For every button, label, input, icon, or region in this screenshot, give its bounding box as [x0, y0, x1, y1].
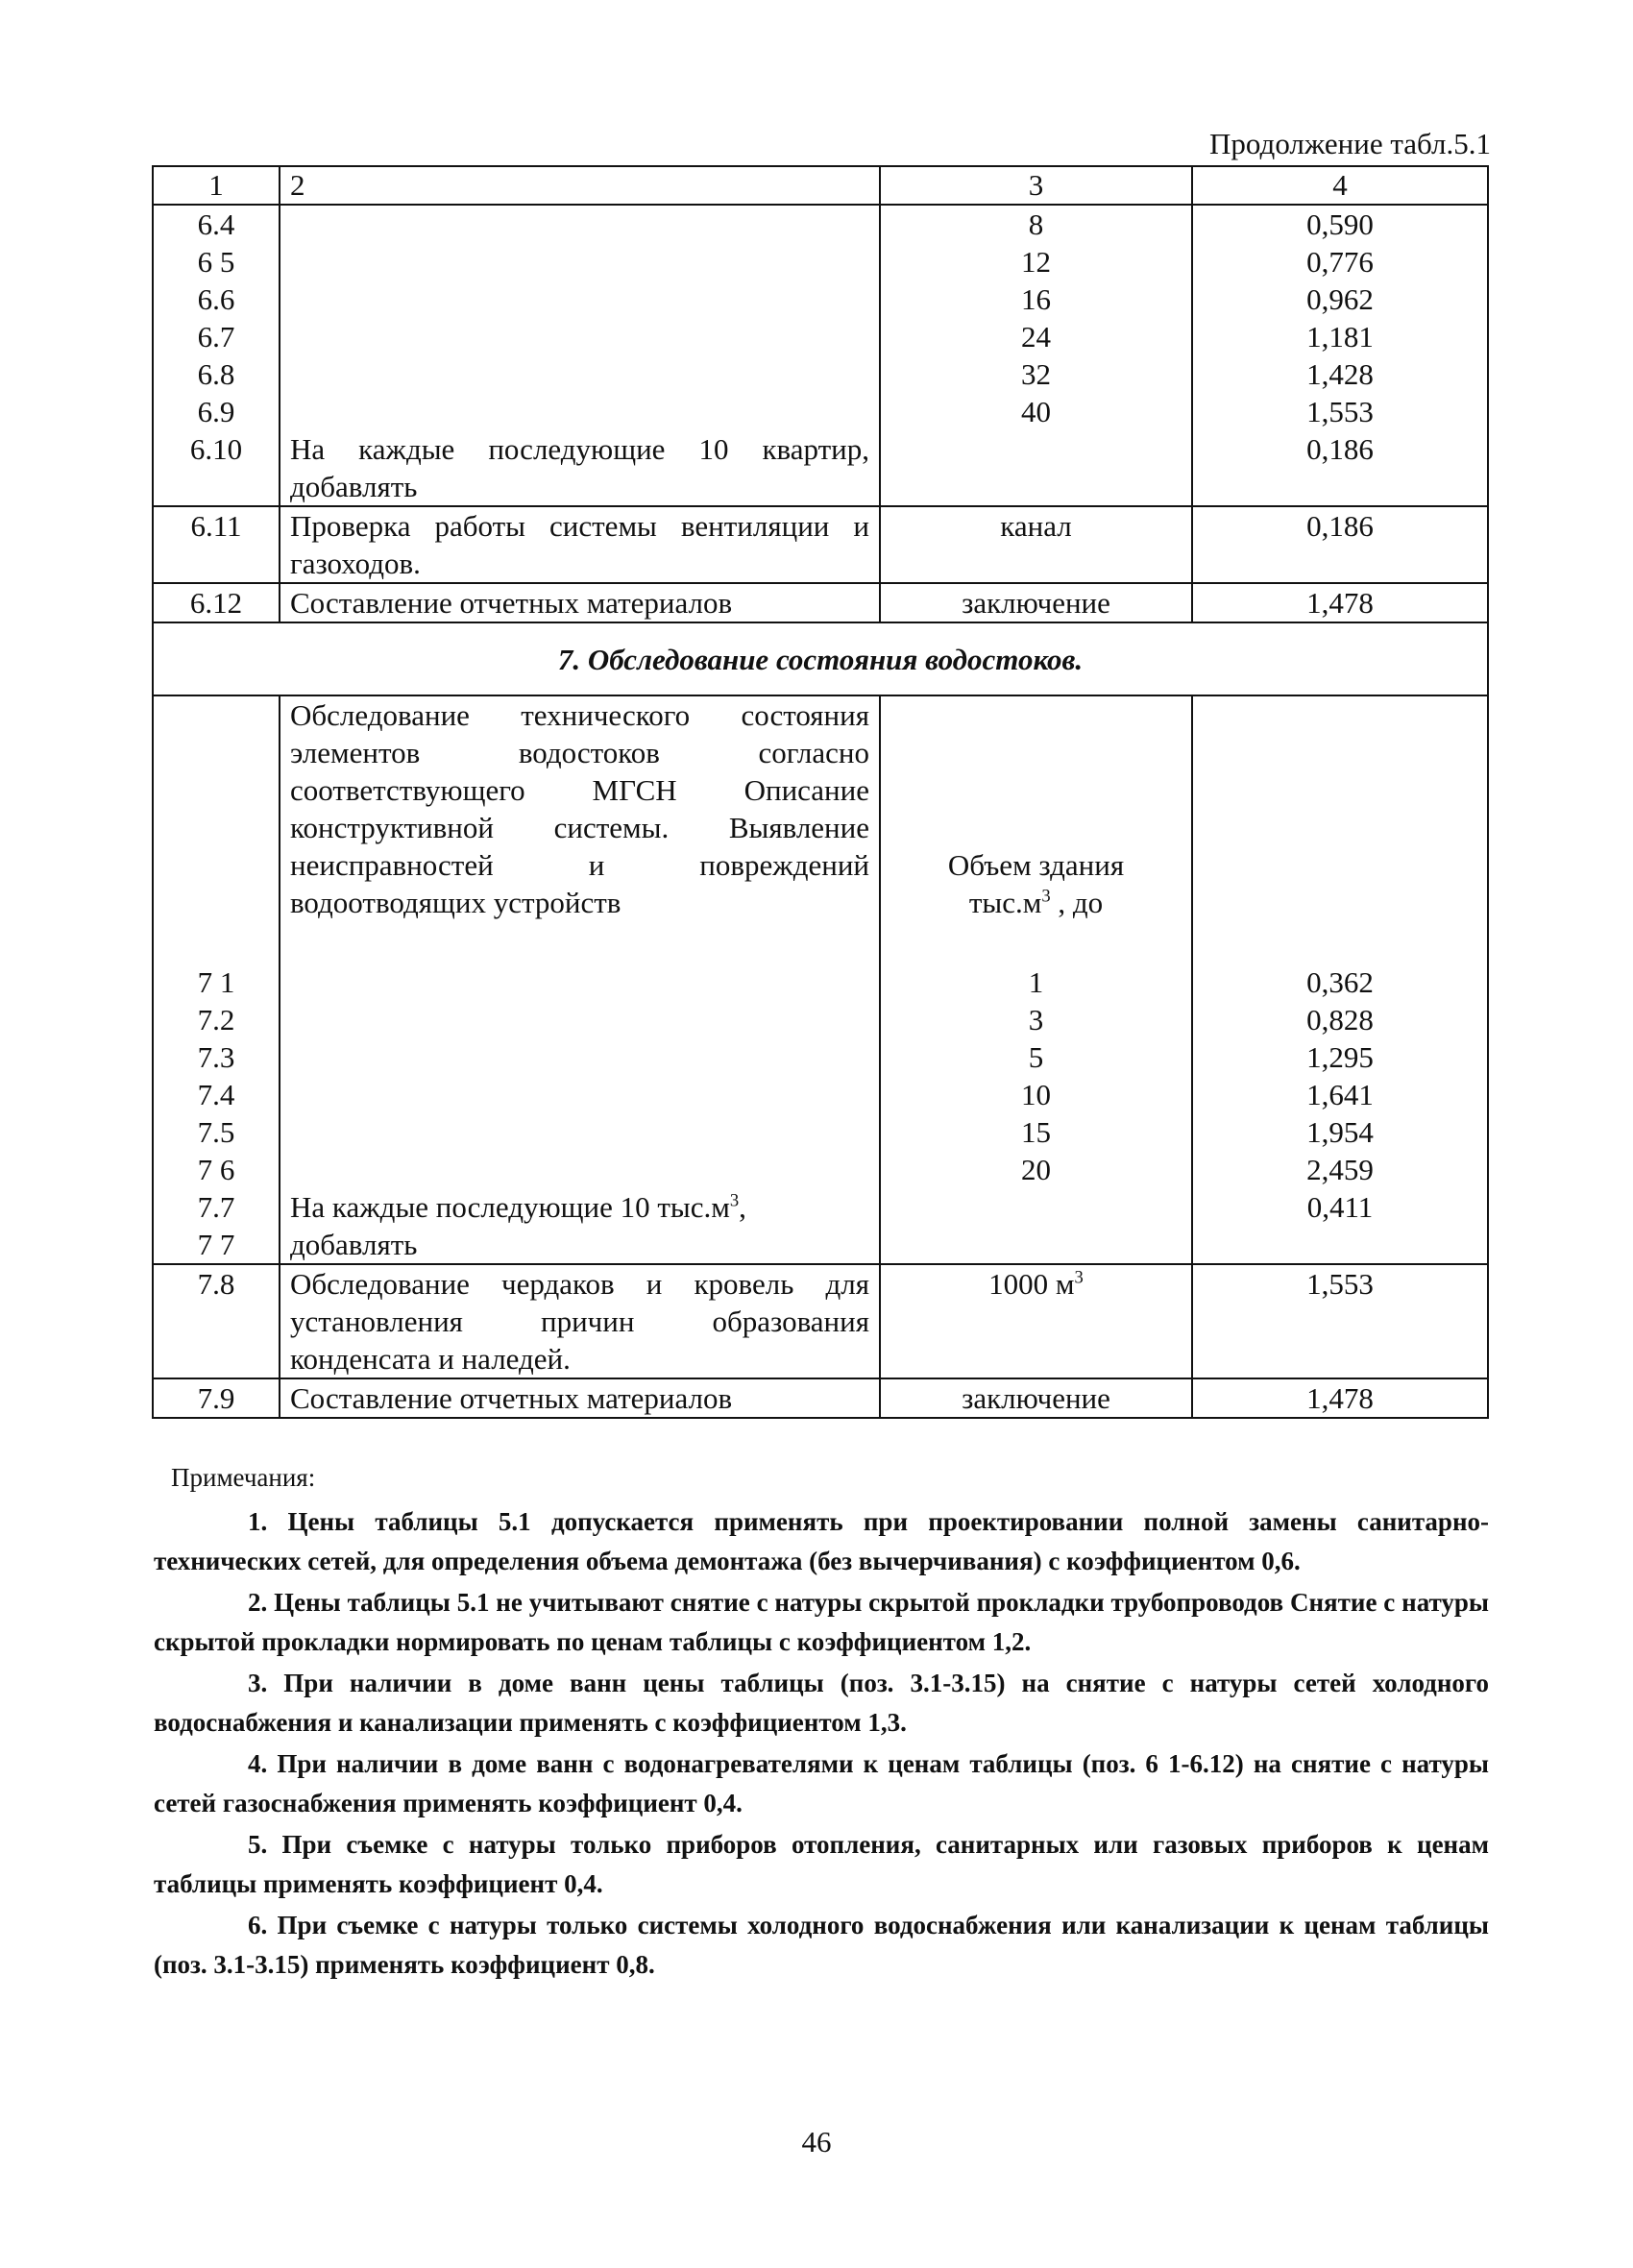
table-caption: Продолжение табл.5.1	[1209, 127, 1491, 160]
table-row	[153, 1113, 1488, 1151]
row-quantity: 24	[880, 318, 1192, 355]
unit-text: тыс.м	[968, 886, 1042, 919]
row-unit: канал	[880, 506, 1192, 583]
note-item: 1. Цены таблицы 5.1 допускается применять при проектировании полной замены санитарно-технических сетей, для определения объема демонтажа (без вычерчивания) с коэффициентом 0,6.	[154, 1507, 1489, 1575]
row-number: 6.9	[153, 393, 280, 430]
row-description	[280, 1113, 880, 1151]
row-quantity: 32	[880, 355, 1192, 393]
header-col-2: 2	[280, 166, 880, 205]
row-price: 1,553	[1192, 1264, 1488, 1378]
unit-text: 1000 м	[988, 1267, 1075, 1301]
row-description: Составление отчетных материалов	[280, 1378, 880, 1418]
row-quantity: 16	[880, 280, 1192, 318]
unit-superscript: 3	[1041, 886, 1051, 907]
table-row	[153, 506, 1488, 583]
table-header-row	[153, 166, 1488, 205]
row-unit	[880, 695, 1192, 963]
row-description: Обследование чердаков и кровель для установления причин образования конденсата и наледей.	[280, 1264, 880, 1378]
row-unit: заключение	[880, 1378, 1192, 1418]
table-row	[153, 1151, 1488, 1188]
row-description	[280, 1151, 880, 1188]
row-price: 1,295	[1192, 1038, 1488, 1076]
row-price: 0,186	[1192, 506, 1488, 583]
row-price: 0,590	[1192, 205, 1488, 243]
row-price: 0,411	[1192, 1188, 1488, 1264]
row-number: 7.5	[153, 1113, 280, 1151]
notes-title: Примечания:	[171, 1463, 316, 1492]
row-quantity	[880, 1188, 1192, 1264]
row-price: 0,362	[1192, 963, 1488, 1001]
row-description	[280, 1076, 880, 1113]
page-number: 46	[801, 2125, 832, 2158]
row-number: 6 5	[153, 243, 280, 280]
section-title-row	[153, 622, 1488, 695]
row-quantity: 10	[880, 1076, 1192, 1113]
table-row	[153, 1076, 1488, 1113]
row-price: 2,459	[1192, 1151, 1488, 1188]
row-number-line-1: 7.7	[197, 1190, 235, 1224]
description-line-2: добавлять	[290, 1228, 418, 1261]
row-price: 1,954	[1192, 1113, 1488, 1151]
row-number: 7.9	[153, 1378, 280, 1418]
table-row	[153, 430, 1488, 506]
row-number: 7.8	[153, 1264, 280, 1378]
row-number: 6.12	[153, 583, 280, 622]
row-description: На каждые последующие 10 квартир, добавлять	[280, 430, 880, 506]
row-price: 0,776	[1192, 243, 1488, 280]
table-row	[153, 318, 1488, 355]
row-description	[280, 243, 880, 280]
row-number: 6.8	[153, 355, 280, 393]
row-description	[280, 1001, 880, 1038]
row-unit: заключение	[880, 583, 1192, 622]
table-row	[153, 1038, 1488, 1076]
table-row	[153, 205, 1488, 243]
row-description	[280, 280, 880, 318]
row-quantity: 15	[880, 1113, 1192, 1151]
row-number: 6.7	[153, 318, 280, 355]
row-number: 6.10	[153, 430, 280, 506]
row-description	[280, 318, 880, 355]
row-number: 7.2	[153, 1001, 280, 1038]
row-number: 7.3	[153, 1038, 280, 1076]
notes-block	[154, 1458, 1489, 1987]
row-number: 6.4	[153, 205, 280, 243]
row-price: 0,962	[1192, 280, 1488, 318]
row-number	[153, 1188, 280, 1264]
note-item: 3. При наличии в доме ванн цены таблицы (поз. 3.1-3.15) на снятие с натуры сетей холодного водоснабжения и канализации применять с коэффициентом 1,3.	[154, 1669, 1489, 1737]
row-number: 7 6	[153, 1151, 280, 1188]
row-price	[1192, 695, 1488, 963]
row-description: Обследование технического состояния элементов водостоков согласно соответствующего МГСН Описание конструктивной системы. Выявление неисправностей и повреждений водоотводящих устройств	[280, 695, 880, 963]
row-number: 6.6	[153, 280, 280, 318]
row-number: 7.4	[153, 1076, 280, 1113]
unit-superscript: 3	[1074, 1267, 1084, 1288]
row-quantity: 1	[880, 963, 1192, 1001]
price-table	[152, 165, 1489, 1419]
row-quantity: 20	[880, 1151, 1192, 1188]
row-price: 1,478	[1192, 1378, 1488, 1418]
section-title: 7. Обследование состояния водостоков.	[153, 622, 1488, 695]
row-price: 0,828	[1192, 1001, 1488, 1038]
header-col-3: 3	[880, 166, 1192, 205]
row-description: Составление отчетных материалов	[280, 583, 880, 622]
row-price: 1,428	[1192, 355, 1488, 393]
table-row	[153, 243, 1488, 280]
row-quantity: 3	[880, 1001, 1192, 1038]
description-line-1	[290, 1188, 869, 1226]
row-number: 7 1	[153, 963, 280, 1001]
table-row	[153, 355, 1488, 393]
table-row	[153, 1001, 1488, 1038]
unit-line-2	[890, 884, 1182, 921]
table-row	[153, 1378, 1488, 1418]
unit-line-1: Объем здания	[947, 848, 1125, 882]
row-price: 0,186	[1192, 430, 1488, 506]
row-description	[280, 205, 880, 243]
note-item: 4. При наличии в доме ванн с водонагревателями к ценам таблицы (поз. 6 1-6.12) на снятие с натуры сетей газоснабжения применять коэффициент 0,4.	[154, 1749, 1489, 1817]
table-row	[153, 1188, 1488, 1264]
row-price: 1,553	[1192, 393, 1488, 430]
row-quantity: 8	[880, 205, 1192, 243]
row-price: 1,478	[1192, 583, 1488, 622]
row-number-line-2: 7 7	[197, 1228, 235, 1261]
row-quantity: 40	[880, 393, 1192, 430]
note-item: 5. При съемке с натуры только приборов отопления, санитарных или газовых приборов к ценам таблицы применять коэффициент 0,4.	[154, 1830, 1489, 1898]
table-row	[153, 393, 1488, 430]
row-description	[280, 963, 880, 1001]
table-row	[153, 280, 1488, 318]
table-row	[153, 695, 1488, 963]
row-quantity	[880, 430, 1192, 506]
row-quantity: 12	[880, 243, 1192, 280]
header-col-1: 1	[153, 166, 280, 205]
table-row	[153, 963, 1488, 1001]
row-quantity: 5	[880, 1038, 1192, 1076]
row-price: 1,181	[1192, 318, 1488, 355]
unit-suffix: , до	[1050, 886, 1104, 919]
table-row	[153, 583, 1488, 622]
table-row	[153, 1264, 1488, 1378]
row-number	[153, 695, 280, 963]
row-price: 1,641	[1192, 1076, 1488, 1113]
row-description	[280, 1038, 880, 1076]
header-col-4: 4	[1192, 166, 1488, 205]
row-description: Проверка работы системы вентиляции и газоходов.	[280, 506, 880, 583]
row-description	[280, 393, 880, 430]
row-number: 6.11	[153, 506, 280, 583]
description-text: На каждые последующие 10 тыс.м	[290, 1190, 730, 1224]
row-unit	[880, 1264, 1192, 1378]
note-item: 2. Цены таблицы 5.1 не учитывают снятие с натуры скрытой прокладки трубопроводов Снятие с натуры скрытой прокладки нормировать по ценам таблицы с коэффициентом 1,2.	[154, 1588, 1489, 1656]
description-suffix: ,	[739, 1190, 746, 1224]
row-description	[280, 355, 880, 393]
description-superscript: 3	[729, 1190, 740, 1211]
note-item: 6. При съемке с натуры только системы холодного водоснабжения или канализации к ценам таблицы (поз. 3.1-3.15) применять коэффициент 0,8.	[154, 1911, 1489, 1979]
row-description	[280, 1188, 880, 1264]
